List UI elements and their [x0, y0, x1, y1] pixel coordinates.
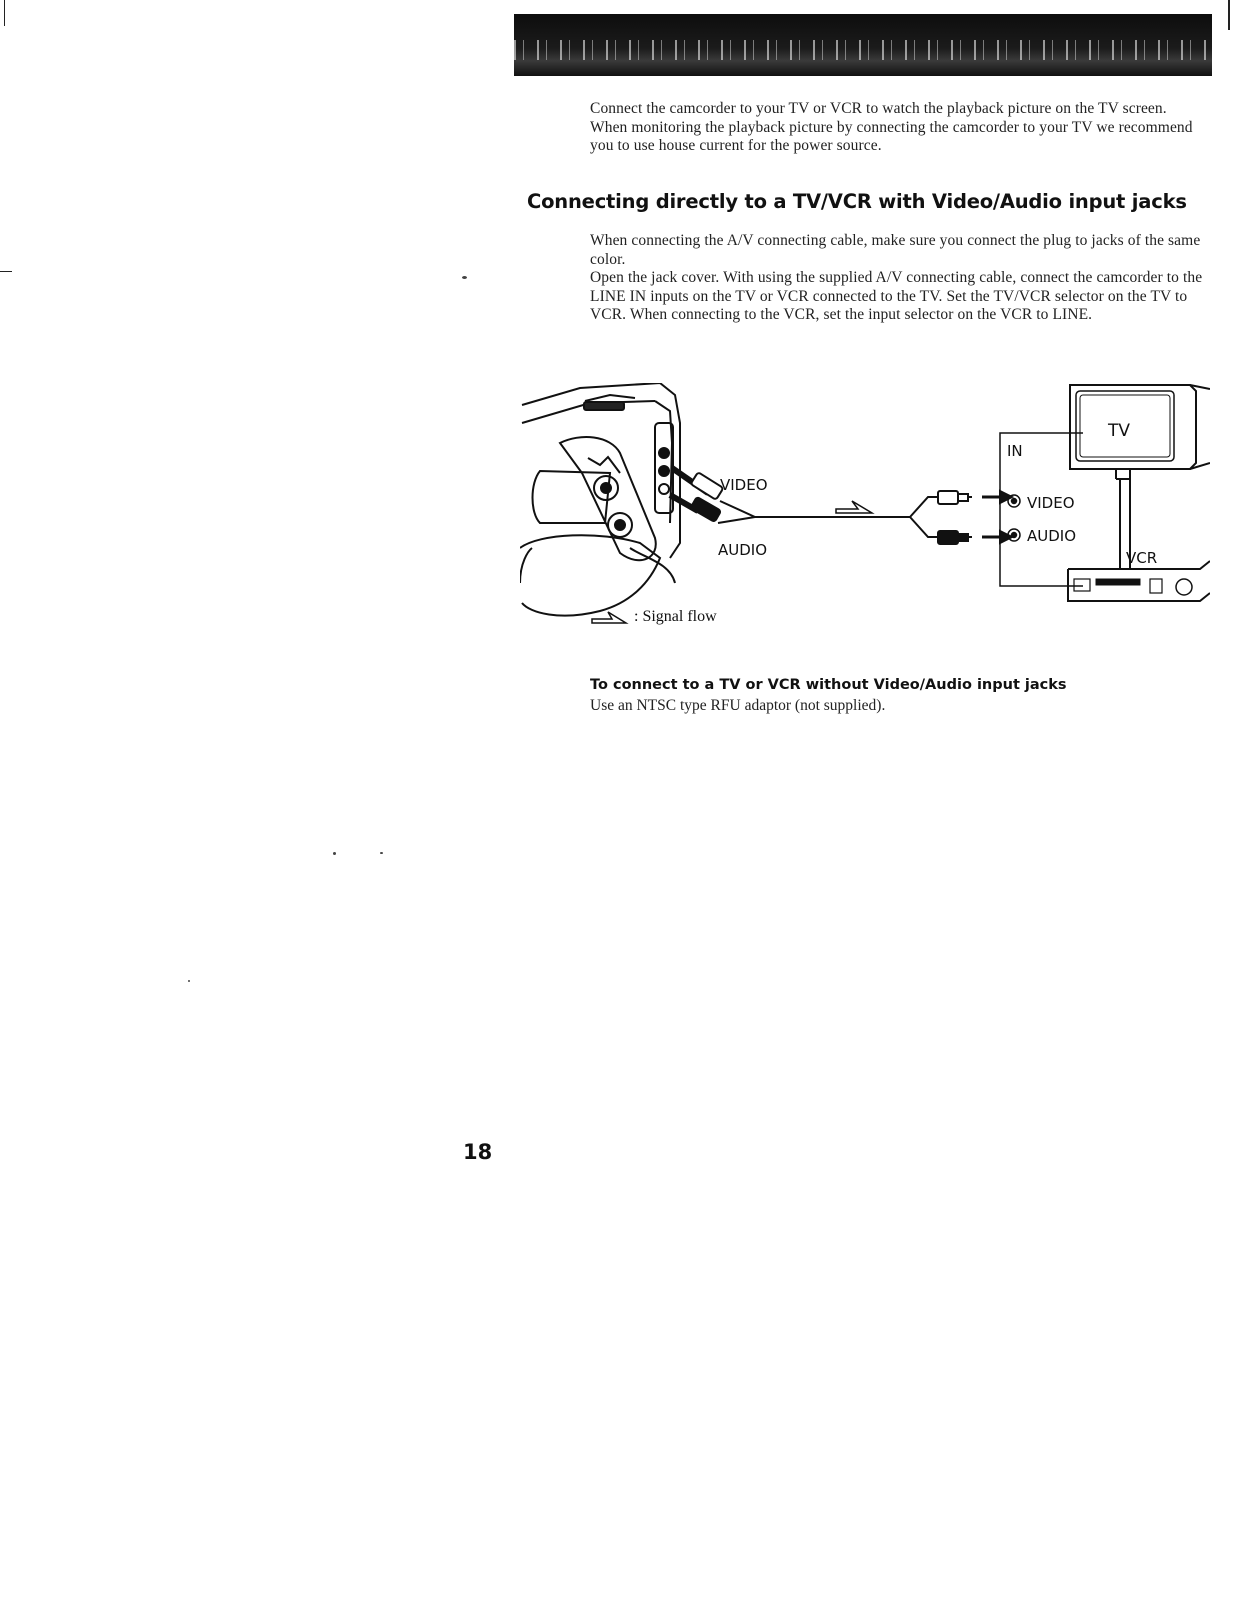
margin-tick [0, 271, 12, 272]
signal-flow-caption: : Signal flow [634, 608, 717, 625]
av-cable-icon [670, 468, 950, 537]
in-video-label: VIDEO [1027, 494, 1075, 512]
scan-speck [380, 852, 383, 854]
jack-icon [938, 491, 1012, 544]
tv-set-icon [1070, 385, 1210, 569]
instruction-paragraph-2: Open the jack cover. With using the supplied A/V connecting cable, connect the camcorder to the LINE IN inputs on the TV or VCR connected to the TV. Set the TV/VCR selector on the TV to VCR. When connecting to the VCR, set the input selector on the VCR to LINE. [590, 269, 1203, 323]
page-number: 18 [463, 1140, 493, 1164]
video-plug-label: VIDEO [720, 476, 768, 494]
crop-mark-right [1228, 0, 1230, 30]
connection-diagram [520, 383, 1210, 638]
crop-mark-left [4, 0, 5, 26]
scan-speck [188, 980, 190, 982]
subsection-body: Use an NTSC type RFU adaptor (not supplied). [590, 697, 886, 714]
scan-speck [462, 276, 467, 279]
tv-label: TV [1108, 421, 1131, 441]
intro-paragraph: Connect the camcorder to your TV or VCR to watch the playback picture on the TV screen. When monitoring the playback picture by connecting the camcorder to your TV we recommend you to use house current for the power source. [590, 100, 1193, 154]
signal-arrow-icon [836, 501, 872, 513]
in-label: IN [1007, 442, 1023, 460]
vcr-label: VCR [1126, 549, 1158, 567]
section-heading: Connecting directly to a TV/VCR with Video/Audio input jacks [527, 190, 1187, 213]
section-header-bar [514, 14, 1212, 76]
camcorder-icon [520, 383, 680, 616]
in-audio-label: AUDIO [1027, 527, 1077, 545]
audio-plug-label: AUDIO [718, 541, 768, 559]
subsection-heading: To connect to a TV or VCR without Video/Audio input jacks [590, 677, 1067, 693]
scan-speck [333, 852, 336, 855]
instruction-paragraph-1: When connecting the A/V connecting cable, make sure you connect the plug to jacks of the same color. [590, 232, 1201, 268]
legend-signal-arrow-icon [592, 612, 626, 623]
vcr-deck-icon [1068, 561, 1210, 601]
